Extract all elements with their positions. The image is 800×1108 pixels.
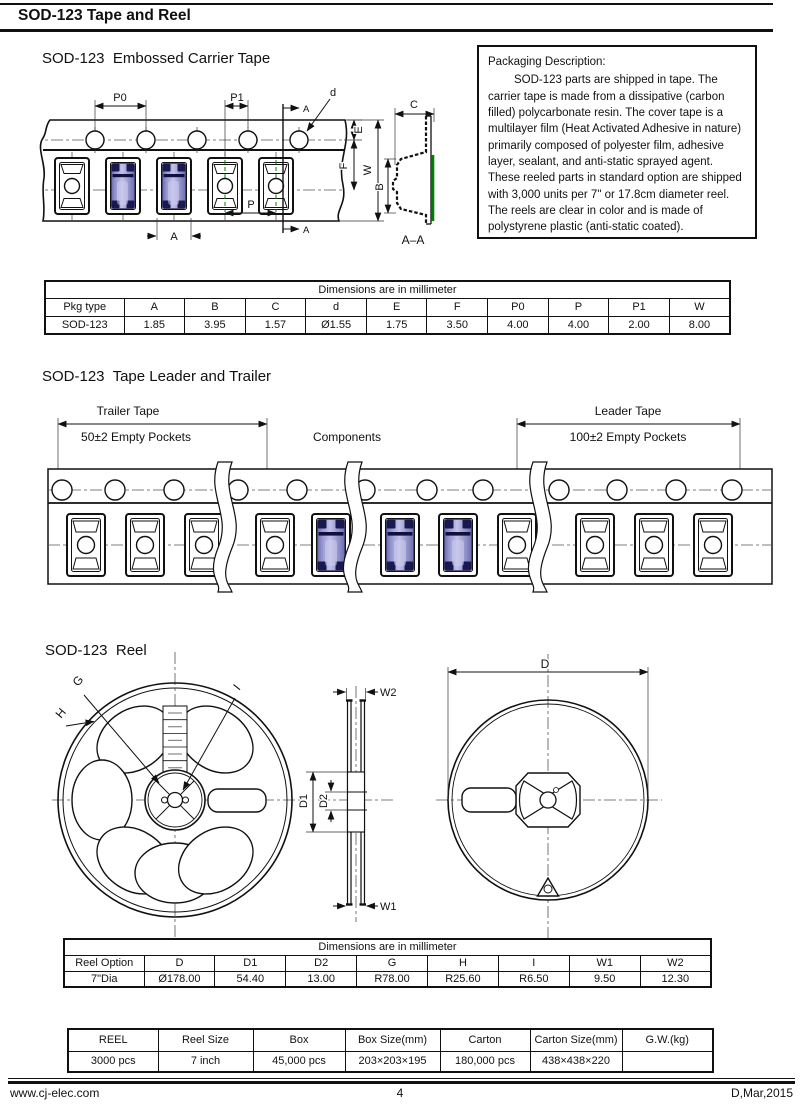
table-title: Dimensions are in millimeter xyxy=(64,939,711,955)
component-pocket xyxy=(381,514,419,576)
packaging-title: Packaging Description: xyxy=(488,56,606,68)
footer-website: www.cj-elec.com xyxy=(10,1086,100,1100)
footer-page-number: 4 xyxy=(396,1086,404,1100)
empty-pocket xyxy=(55,158,89,214)
section-arrow-label-top: A xyxy=(303,104,310,115)
carrier-dimensions-table xyxy=(44,280,731,335)
packing-table xyxy=(67,1028,714,1073)
component-pocket xyxy=(439,514,477,576)
table-header-row: Pkg type A B C d E F P0 P P1 W xyxy=(45,298,730,316)
dim-F: F xyxy=(338,162,350,170)
dim-P1: P1 xyxy=(230,92,244,104)
dim-d: d xyxy=(330,87,337,99)
dim-D2: D2 xyxy=(318,793,330,809)
dim-W1: W1 xyxy=(380,901,397,913)
dim-I: I xyxy=(230,681,244,693)
dim-G: G xyxy=(69,672,87,689)
packaging-description-box xyxy=(477,45,757,239)
dim-E: E xyxy=(353,126,365,134)
dim-D1: D1 xyxy=(298,793,310,809)
dim-C: C xyxy=(410,99,418,111)
packaging-body: SOD-123 parts are shipped in tape. The carrier tape is made from a dissipative (carbon filled) polycarbonate resin. The cover tape is a multilayer film (Heat Activated Adhesive in nature) primarily composed of polyester film, adhesive layer, sealant, and anti-static sprayed agent. These reeled parts in standard option are shipped with 3,000 units per 7" or 17.8cm diameter reel. The reels are clear in color and is made of polystyrene plastic (anti-static coated). xyxy=(488,74,742,234)
reel-dimensions-table xyxy=(63,938,712,988)
leader-trailer-drawing xyxy=(30,400,790,600)
footer-rule-thick xyxy=(8,1081,795,1084)
dim-W: W xyxy=(362,164,374,176)
dim-W2: W2 xyxy=(380,687,397,699)
components-label: Components xyxy=(312,430,382,444)
carrier-tape-drawing xyxy=(20,85,470,265)
footer-rule-thin xyxy=(8,1078,795,1079)
reel-heading: SOD-123 Reel xyxy=(45,642,147,659)
trailer-tape-label: Trailer Tape xyxy=(96,404,160,418)
table-row: 7"Dia Ø178.00 54.40 13.00 R78.00 R25.60 R6.50 9.50 12.30 xyxy=(64,971,711,987)
empty-pocket xyxy=(208,158,242,214)
header-rule-bottom xyxy=(0,29,773,32)
carrier-tape-heading: SOD-123 Embossed Carrier Tape xyxy=(42,50,271,67)
dim-P0: P0 xyxy=(113,92,127,104)
dim-P: P xyxy=(247,199,255,211)
section-a-a xyxy=(374,99,434,247)
footer-date: D,Mar,2015 xyxy=(730,1086,793,1100)
table-header-row: Reel Option D D1 D2 G H I W1 W2 xyxy=(64,955,711,971)
table-title: Dimensions are in millimeter xyxy=(45,281,730,298)
dim-H: H xyxy=(52,705,69,721)
table-row: 3000 pcs 7 inch 45,000 pcs 203×203×195 180,000 pcs 438×438×220 xyxy=(68,1051,713,1072)
dim-B: B xyxy=(374,183,386,191)
table-header-row: REEL Reel Size Box Box Size(mm) Carton Carton Size(mm) G.W.(kg) xyxy=(68,1029,713,1051)
component-pocket xyxy=(106,158,140,214)
section-arrow-label-bottom: A xyxy=(303,225,310,236)
page-title: SOD-123 Tape and Reel xyxy=(18,7,191,24)
section-label: A–A xyxy=(401,233,425,247)
reel-drawing xyxy=(30,640,780,940)
component-pocket xyxy=(157,158,191,214)
empty-pocket xyxy=(259,158,293,214)
trailer-pockets-label: 50±2 Empty Pockets xyxy=(81,430,191,444)
leader-trailer-heading: SOD-123 Tape Leader and Trailer xyxy=(42,368,272,385)
leader-tape-label: Leader Tape xyxy=(594,404,662,418)
dim-D: D xyxy=(540,657,550,671)
dim-A: A xyxy=(170,231,178,243)
recycle-mark xyxy=(538,878,559,896)
table-row: SOD-123 1.85 3.95 1.57 Ø1.55 1.75 3.50 4.00 4.00 2.00 8.00 xyxy=(45,316,730,334)
reel-front-view xyxy=(53,673,292,917)
reel-back-view xyxy=(448,657,648,900)
header-rule-top xyxy=(0,3,773,5)
leader-pockets-label: 100±2 Empty Pockets xyxy=(569,430,687,444)
